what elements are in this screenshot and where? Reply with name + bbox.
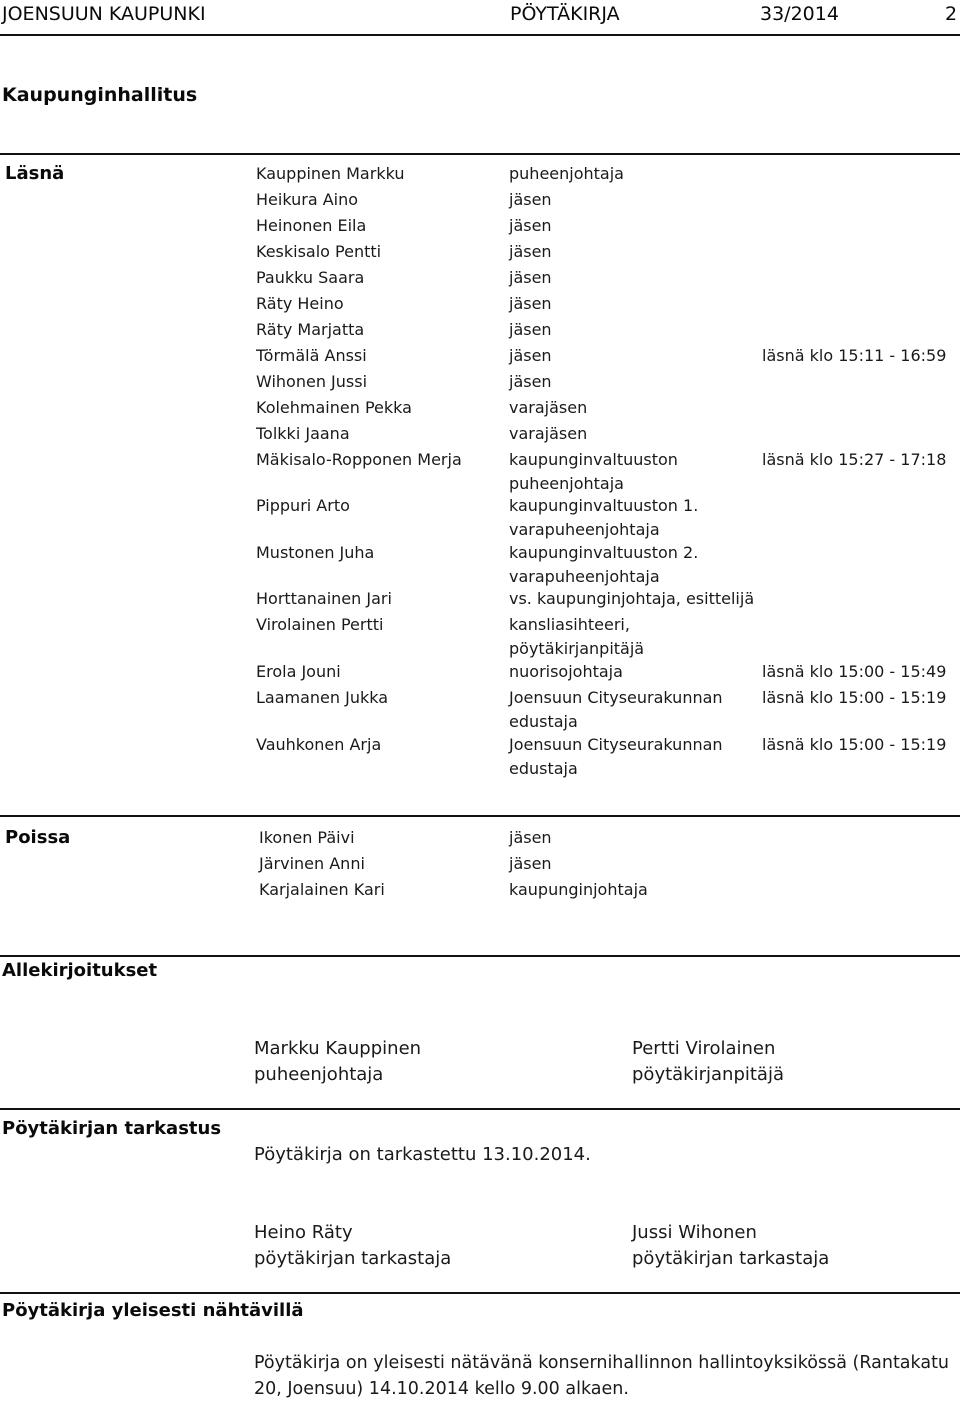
present-member-role: Joensuun Cityseurakunnan	[509, 688, 723, 707]
present-member-role: kaupunginvaltuuston	[509, 450, 678, 469]
present-member-attendance-note: läsnä klo 15:11 - 16:59	[762, 346, 947, 365]
present-member-name: Vauhkonen Arja	[256, 735, 382, 754]
present-member-role: varapuheenjohtaja	[509, 566, 660, 586]
public-text-line1: Pöytäkirja on yleisesti nätävänä konsernihallinnon hallintoyksikössä (Rantakatu	[254, 1353, 950, 1373]
present-member-name: Paukku Saara	[256, 268, 365, 287]
present-member-name: Heinonen Eila	[256, 216, 367, 235]
present-member-name: Mustonen Juha	[256, 543, 375, 562]
present-member-role: nuorisojohtaja	[509, 662, 623, 681]
present-member-role: jäsen	[509, 320, 552, 339]
signatures-rule	[0, 955, 960, 957]
absent-member-name: Järvinen Anni	[259, 854, 365, 873]
present-member-attendance-note: läsnä klo 15:27 - 17:18	[762, 450, 947, 469]
present-member-role: kaupunginvaltuuston 1.	[509, 496, 699, 515]
present-member-role: edustaja	[509, 711, 578, 731]
present-member-role: puheenjohtaja	[509, 164, 624, 183]
header-doc-type: PÖYTÄKIRJA	[510, 3, 620, 25]
public-text-line2: 20, Joensuu) 14.10.2014 kello 9.00 alkaen.	[254, 1379, 629, 1399]
review-text: Pöytäkirja on tarkastettu 13.10.2014.	[254, 1144, 591, 1165]
reviewer-right-name: Jussi Wihonen	[632, 1222, 757, 1243]
reviewer-right-title: pöytäkirjan tarkastaja	[632, 1248, 830, 1269]
review-heading: Pöytäkirjan tarkastus	[2, 1118, 222, 1139]
signature-left-name: Markku Kauppinen	[254, 1038, 422, 1059]
review-rule	[0, 1108, 960, 1110]
reviewer-left-name: Heino Räty	[254, 1222, 353, 1243]
present-member-name: Laamanen Jukka	[256, 688, 389, 707]
present-member-attendance-note: läsnä klo 15:00 - 15:19	[762, 688, 947, 707]
present-member-attendance-note: läsnä klo 15:00 - 15:49	[762, 662, 947, 681]
present-member-name: Virolainen Pertti	[256, 615, 384, 634]
present-member-role: pöytäkirjanpitäjä	[509, 638, 645, 658]
present-rule	[0, 153, 960, 155]
present-member-role: jäsen	[509, 242, 552, 261]
header-org: JOENSUUN KAUPUNKI	[2, 3, 206, 25]
present-member-role: edustaja	[509, 758, 578, 778]
present-member-name: Tolkki Jaana	[256, 424, 350, 443]
present-member-name: Räty Marjatta	[256, 320, 365, 339]
present-member-name: Horttanainen Jari	[256, 589, 392, 608]
absent-member-name: Karjalainen Kari	[259, 880, 385, 899]
present-member-role: varajäsen	[509, 424, 588, 443]
signature-right-title: pöytäkirjanpitäjä	[632, 1064, 784, 1085]
body-title: Kaupunginhallitus	[2, 84, 198, 106]
present-member-role: Joensuun Cityseurakunnan	[509, 735, 723, 754]
absent-heading: Poissa	[5, 827, 71, 848]
present-member-name: Räty Heino	[256, 294, 344, 313]
present-member-role: jäsen	[509, 268, 552, 287]
header-page-number: 2	[945, 3, 958, 25]
present-member-role: varapuheenjohtaja	[509, 519, 660, 539]
present-member-name: Wihonen Jussi	[256, 372, 368, 391]
reviewer-left-title: pöytäkirjan tarkastaja	[254, 1248, 452, 1269]
public-rule	[0, 1292, 960, 1294]
present-member-name: Törmälä Anssi	[256, 346, 367, 365]
absent-rule	[0, 815, 960, 817]
header-doc-number: 33/2014	[760, 3, 839, 25]
absent-member-role: kaupunginjohtaja	[509, 880, 648, 899]
present-member-role: kaupunginvaltuuston 2.	[509, 543, 699, 562]
present-member-role: jäsen	[509, 346, 552, 365]
present-member-name: Keskisalo Pentti	[256, 242, 382, 261]
present-member-name: Kauppinen Markku	[256, 164, 405, 183]
present-member-role: jäsen	[509, 216, 552, 235]
absent-member-role: jäsen	[509, 828, 552, 847]
present-member-name: Pippuri Arto	[256, 496, 350, 515]
present-member-name: Mäkisalo-Ropponen Merja	[256, 450, 462, 469]
present-member-attendance-note: läsnä klo 15:00 - 15:19	[762, 735, 947, 754]
present-member-role: varajäsen	[509, 398, 588, 417]
signatures-heading: Allekirjoitukset	[2, 960, 158, 981]
present-member-name: Heikura Aino	[256, 190, 359, 209]
present-member-role: jäsen	[509, 294, 552, 313]
present-heading: Läsnä	[5, 163, 65, 184]
present-member-role: jäsen	[509, 372, 552, 391]
present-member-role: kansliasihteeri,	[509, 615, 630, 634]
present-member-role: puheenjohtaja	[509, 473, 624, 493]
public-heading: Pöytäkirja yleisesti nähtävillä	[2, 1300, 304, 1321]
present-member-name: Erola Jouni	[256, 662, 341, 681]
present-member-role: jäsen	[509, 190, 552, 209]
header-rule	[0, 34, 960, 36]
absent-member-name: Ikonen Päivi	[259, 828, 355, 847]
absent-member-role: jäsen	[509, 854, 552, 873]
present-member-role: vs. kaupunginjohtaja, esittelijä	[509, 589, 755, 608]
signature-left-title: puheenjohtaja	[254, 1064, 384, 1085]
present-member-name: Kolehmainen Pekka	[256, 398, 412, 417]
signature-right-name: Pertti Virolainen	[632, 1038, 776, 1059]
